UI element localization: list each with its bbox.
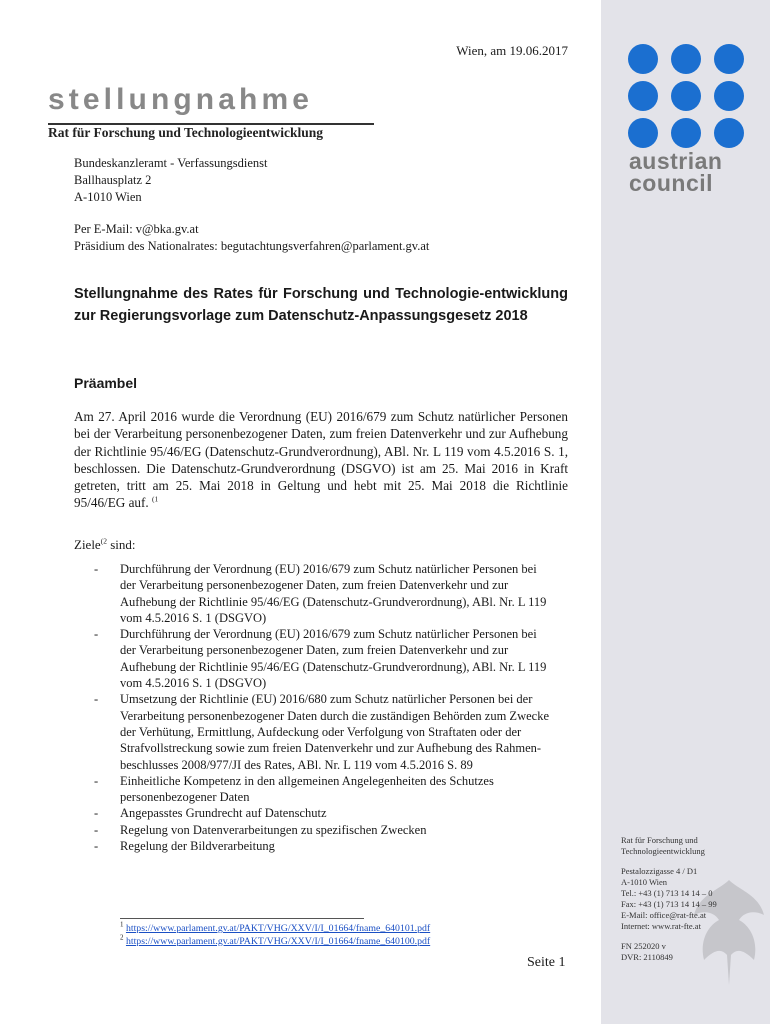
goals-intro-suffix: sind: (106, 537, 136, 552)
list-item: - Durchführung der Verordnung (EU) 2016/679 zum Schutz natürlicher Personen bei der Verarbeitung personenbezogener Daten, zum freien Datenverkehr und zur Aufhebung der Richtlinie 95/46/EG (Datenschutz-Grundverordnung), ABl. Nr. L 119 vom 4.5.2016 S. 1 (DSGVO) (94, 562, 547, 625)
email-line: Per E-Mail: v@bka.gv.at (74, 222, 199, 236)
recipient-line: Bundeskanzleramt - Verfassungsdienst (74, 156, 268, 170)
preamble-heading: Präambel (74, 375, 138, 391)
org-name-line2: Technologieentwicklung (621, 846, 705, 856)
delivery-contacts (74, 221, 429, 255)
footnote-ref-2[interactable]: (2 (100, 536, 107, 546)
org-dvr: DVR: 2110849 (621, 952, 673, 962)
logo-line-council: council (629, 170, 714, 196)
logo-dot (714, 81, 744, 111)
goal-text: Durchführung der Verordnung (EU) 2016/679 zum Schutz natürlicher Personen bei der Verarbeitung personenbezogener Daten, zum freien Datenverkehr und zur Aufhebung der Richtlinie 95/46/EG (Datenschutz-Grundverordnung), ABl. Nr. L 119 vom 4.5.2016 S. 1 (DSGVO) (120, 627, 547, 691)
org-fax: Fax: +43 (1) 713 14 14 – 99 (621, 899, 717, 909)
list-item: - Einheitliche Kompetenz in den allgemeinen Angelegenheiten des Schutzes personenbezogener Daten (94, 773, 494, 805)
goal-text: Umsetzung der Richtlinie (EU) 2016/680 zum Schutz natürlicher Personen bei der Verarbeitung personenbezogener Daten durch die zuständigen Behörden zum Zwecke der Verhütung, Ermittlung, Aufdeckung oder Verfolgung von Straftaten oder der Strafvollstreckung sowie zum freien Datenverkehr und zur Aufhebung des Rahmen-beschlusses 2008/977/JI des Rates, ABl. Nr. L 119 vom 4.5.2016 S. 89 (120, 692, 549, 772)
council-logo-dots (628, 44, 748, 154)
list-item: - Umsetzung der Richtlinie (EU) 2016/680 zum Schutz natürlicher Personen bei der Verarbeitung personenbezogener Daten durch die zuständigen Behörden zum Zwecke der Verhütung, Ermittlung, Aufdeckung oder Verfolgung von Straftaten oder der Strafvollstreckung sowie zum freien Datenverkehr und zur Aufhebung des Rahmen-beschlusses 2008/977/JI des Rates, ABl. Nr. L 119 vom 4.5.2016 S. 89 (94, 692, 549, 772)
goals-list (94, 561, 554, 854)
document-title: Stellungnahme des Rates für Forschung und Technologie-entwicklung zur Regierungsvorlage zum Datenschutz-Anpassungsgesetz 2018 (74, 286, 568, 324)
logo-dot (628, 44, 658, 74)
brand-subtitle: Rat für Forschung und Technologieentwicklung (48, 125, 324, 140)
recipient-address (74, 155, 267, 206)
footnote-2 (120, 933, 431, 949)
logo-dot (714, 118, 744, 148)
footnote-ref-1[interactable]: (1 (152, 495, 159, 505)
org-city: A-1010 Wien (621, 877, 668, 887)
logo-dot (628, 81, 658, 111)
footnote-number: 1 (120, 920, 124, 929)
logo-dot (671, 44, 701, 74)
preamble-paragraph (74, 408, 568, 512)
list-item: - Durchführung der Verordnung (EU) 2016/679 zum Schutz natürlicher Personen bei der Verarbeitung personenbezogener Daten, zum freien Datenverkehr und zur Aufhebung der Richtlinie 95/46/EG (Datenschutz-Grundverordnung), ABl. Nr. L 119 vom 4.5.2016 S. 1 (DSGVO) (94, 627, 547, 691)
logo-dot (714, 44, 744, 74)
goal-text: Einheitliche Kompetenz in den allgemeinen Angelegenheiten des Schutzes personenbezogener Daten (120, 773, 494, 805)
logo-line-austrian: austrian (629, 148, 723, 174)
footnote-divider (120, 918, 364, 919)
sidebar (601, 0, 770, 1024)
preamble-text: Am 27. April 2016 wurde die Verordnung (EU) 2016/679 zum Schutz natürlicher Personen bei der Verarbeitung personenbezogener Daten, zum freien Datenverkehr und zur Aufhebung der Richtlinie 95/46/EG (Datenschutz-Grundverordnung), ABl. Nr. L 119 vom 4.5.2016 S. 1, beschlossen. Die Datenschutz-Grundverordnung (DSGVO) ist am 25. Mai 2016 in Kraft getreten, tritt am 25. Mai 2018 in Geltung und hebt mit 25. Mai 2018 die Richtlinie 95/46/EG auf. (74, 409, 568, 511)
recipient-line: A-1010 Wien (74, 190, 142, 204)
recipient-line: Ballhausplatz 2 (74, 173, 152, 187)
org-fn: FN 252020 v (621, 941, 666, 951)
org-email-link[interactable]: E-Mail: office@rat-fte.at (621, 910, 707, 920)
logo-dot (671, 118, 701, 148)
goal-text: Angepasstes Grundrecht auf Datenschutz (120, 806, 327, 821)
footnote-1 (120, 920, 431, 936)
council-contact-block (621, 835, 766, 963)
goal-text: Regelung der Bildverarbeitung (120, 839, 275, 854)
goals-intro-word: Ziele (74, 537, 101, 552)
logo-dot (671, 81, 701, 111)
list-item: - Angepasstes Grundrecht auf Datenschutz (94, 806, 327, 821)
footnotes (120, 920, 431, 948)
goals-intro (74, 537, 136, 553)
logo-dot (628, 118, 658, 148)
council-logo-text (629, 150, 769, 194)
presidium-line: Präsidium des Nationalrates: begutachtungsverfahren@parlament.gv.at (74, 239, 430, 253)
letter-date: Wien, am 19.06.2017 (456, 43, 568, 58)
footnote-link-2[interactable]: https://www.parlament.gv.at/PAKT/VHG/XXV/I/I_01664/fname_640100.pdf (125, 935, 431, 947)
footnote-number: 2 (120, 933, 124, 942)
org-tel: Tel.: +43 (1) 713 14 14 – 0 (621, 888, 713, 898)
list-item: - Regelung der Bildverarbeitung (94, 839, 275, 854)
org-name-line1: Rat für Forschung und (621, 835, 698, 845)
page-number: Seite 1 (527, 955, 566, 970)
footnote-link-1[interactable]: https://www.parlament.gv.at/PAKT/VHG/XXV/I/I_01664/fname_640101.pdf (125, 923, 431, 934)
list-item: - Regelung von Datenverarbeitungen zu spezifischen Zwecken (94, 822, 427, 837)
goal-text: Durchführung der Verordnung (EU) 2016/679 zum Schutz natürlicher Personen bei der Verarbeitung personenbezogener Daten, zum freien Datenverkehr und zur Aufhebung der Richtlinie 95/46/EG (Datenschutz-Grundverordnung), ABl. Nr. L 119 vom 4.5.2016 S. 1 (DSGVO) (120, 562, 547, 625)
org-web-link[interactable]: Internet: www.rat-fte.at (621, 921, 701, 931)
goal-text: Regelung von Datenverarbeitungen zu spezifischen Zwecken (120, 822, 427, 837)
brand-heading: stellungnahme (48, 83, 313, 116)
org-street: Pestalozzigasse 4 / D1 (621, 866, 698, 876)
